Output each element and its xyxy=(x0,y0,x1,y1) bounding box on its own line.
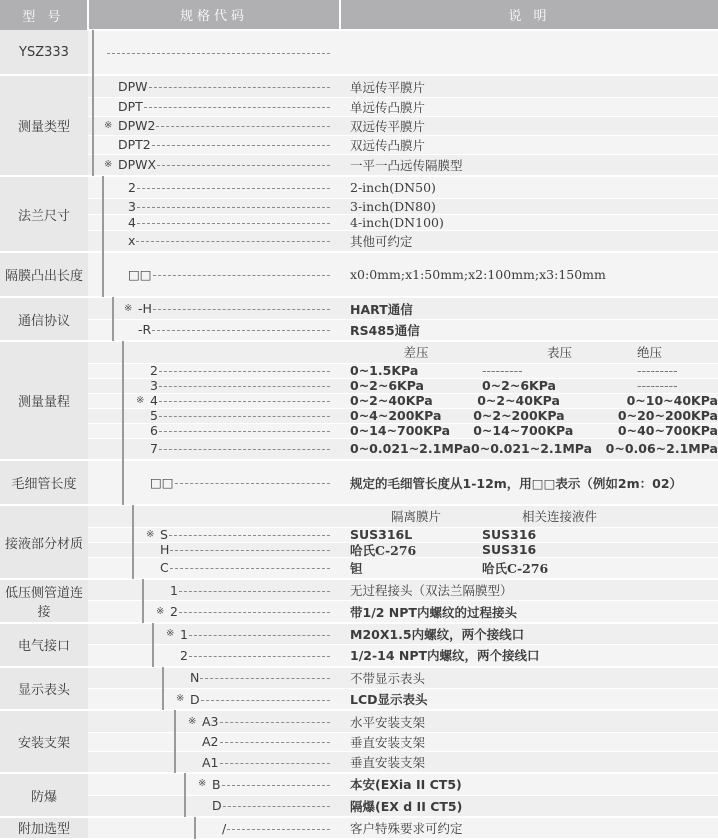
leader-dashes xyxy=(137,223,330,224)
option-code: 2 xyxy=(170,604,178,620)
table-row xyxy=(0,817,718,839)
table-row xyxy=(0,423,718,438)
code-cell xyxy=(88,751,340,773)
code-cell xyxy=(88,319,340,341)
subcolumn-header: 绝压 xyxy=(637,345,663,361)
group-vertical-rule xyxy=(174,751,176,773)
group-vertical-rule xyxy=(102,230,104,252)
leader-dashes xyxy=(152,330,330,331)
description-cell xyxy=(340,505,718,527)
description-value: --------- xyxy=(637,363,678,379)
code-cell xyxy=(88,97,340,116)
table-row xyxy=(0,252,718,297)
description-value: 单远传凸膜片 xyxy=(340,97,718,116)
group-vertical-rule xyxy=(122,341,124,363)
table-row xyxy=(0,732,718,751)
leader-dashes xyxy=(156,126,330,127)
description-value: 0~2~200KPa xyxy=(473,408,565,424)
table-row xyxy=(0,601,718,623)
table-row xyxy=(0,710,718,732)
table-row xyxy=(0,773,718,795)
description-cell xyxy=(340,542,718,557)
option-code: 1 xyxy=(180,626,188,642)
group-label-communication-protocol: 通信协议 xyxy=(0,297,88,341)
group-vertical-rule xyxy=(102,198,104,214)
option-code: A2 xyxy=(202,734,219,750)
code-cell xyxy=(88,135,340,154)
group-label-mounting-bracket: 安装支架 xyxy=(0,710,88,773)
group-vertical-rule xyxy=(184,773,186,795)
recommended-mark-icon: ※ xyxy=(156,605,165,617)
group-vertical-rule xyxy=(132,542,134,558)
table-row xyxy=(0,623,718,645)
subcolumn-header: 表压 xyxy=(546,345,572,361)
leader-dashes xyxy=(222,785,330,786)
description-value: 1/2-14 NPT内螺纹，两个接线口 xyxy=(340,645,718,667)
option-code: 7 xyxy=(150,441,158,457)
description-value: SUS316 xyxy=(482,542,537,558)
group-vertical-rule xyxy=(142,600,144,622)
group-label-electrical-interface: 电气接口 xyxy=(0,623,88,667)
group-vertical-rule xyxy=(92,75,94,97)
table-row xyxy=(0,198,718,214)
code-cell xyxy=(88,198,340,214)
group-vertical-rule xyxy=(152,644,154,666)
description-value: M20X1.5内螺纹，两个接线口 xyxy=(340,623,718,645)
description-value xyxy=(340,30,718,75)
option-code: D xyxy=(190,691,200,707)
code-cell xyxy=(88,252,340,297)
recommended-mark-icon: ※ xyxy=(136,394,145,406)
group-vertical-rule xyxy=(132,557,134,579)
group-label-low-pressure-side-pipe-connection: 低压侧管道连接 xyxy=(0,579,88,623)
table-row xyxy=(0,645,718,667)
table-row xyxy=(0,751,718,773)
group-vertical-rule xyxy=(92,30,94,75)
leader-dashes xyxy=(153,309,330,310)
option-code: B xyxy=(212,776,221,792)
group-vertical-rule xyxy=(122,423,124,439)
table-row xyxy=(0,557,718,579)
description-value: 0~2~6KPa xyxy=(482,378,556,394)
group-vertical-rule xyxy=(162,688,164,710)
group-vertical-rule xyxy=(112,319,114,341)
description-value: 哈氏C-276 xyxy=(482,560,549,576)
description-value: LCD显示表头 xyxy=(340,689,718,711)
description-cell xyxy=(340,408,718,423)
table-row xyxy=(0,795,718,817)
leader-dashes xyxy=(159,401,330,402)
description-value: 垂直安装支架 xyxy=(340,751,718,773)
group-vertical-rule xyxy=(132,527,134,543)
code-cell xyxy=(88,423,340,438)
group-vertical-rule xyxy=(122,408,124,424)
leader-dashes xyxy=(220,722,330,723)
leader-dashes xyxy=(159,431,330,432)
leader-dashes xyxy=(189,656,330,657)
description-cell xyxy=(340,363,718,378)
leader-dashes xyxy=(136,241,330,242)
group-vertical-rule xyxy=(92,154,94,176)
group-vertical-rule xyxy=(184,795,186,817)
option-code: -H xyxy=(138,301,152,317)
group-vertical-rule xyxy=(174,710,176,732)
description-value: 0~14~700KPa xyxy=(350,423,451,439)
option-code: DPT2 xyxy=(118,137,151,153)
code-cell xyxy=(88,75,340,97)
table-row xyxy=(0,505,718,527)
leader-dashes xyxy=(137,188,330,189)
group-vertical-rule xyxy=(122,378,124,394)
option-code: / xyxy=(222,820,227,836)
description-value: x0:0mm;x1:50mm;x2:100mm;x3:150mm xyxy=(340,252,718,297)
code-cell xyxy=(88,408,340,423)
description-value: 0~1.5KPa xyxy=(350,363,419,379)
code-cell xyxy=(88,601,340,623)
option-code: -R xyxy=(138,322,152,338)
group-vertical-rule xyxy=(102,176,104,198)
code-cell xyxy=(88,795,340,817)
option-code: 5 xyxy=(150,408,158,424)
group-label-display-head: 显示表头 xyxy=(0,667,88,711)
leader-dashes xyxy=(144,107,330,108)
description-value: 双远传凸膜片 xyxy=(340,135,718,154)
group-vertical-rule xyxy=(102,214,104,230)
code-cell xyxy=(88,176,340,198)
option-code: A3 xyxy=(202,714,219,730)
code-cell xyxy=(88,817,340,839)
header-row xyxy=(0,0,718,30)
table-row xyxy=(0,214,718,230)
description-value: --------- xyxy=(637,378,678,394)
description-cell xyxy=(340,438,718,460)
recommended-mark-icon: ※ xyxy=(176,693,185,705)
code-cell xyxy=(88,505,340,527)
description-value: 隔爆(EX d II CT5) xyxy=(340,795,718,817)
leader-dashes xyxy=(169,535,330,536)
option-code: x xyxy=(128,233,136,249)
table-row xyxy=(0,378,718,393)
code-cell xyxy=(88,30,340,75)
group-vertical-rule xyxy=(162,667,164,689)
option-code: N xyxy=(190,670,200,686)
group-label-explosion-proof: 防爆 xyxy=(0,773,88,817)
description-value: 0~0.06~2.1MPa xyxy=(605,441,718,457)
group-label-measuring-range: 测量量程 xyxy=(0,341,88,460)
leader-dashes xyxy=(107,53,330,54)
code-cell xyxy=(88,378,340,393)
description-value: 单远传平膜片 xyxy=(340,75,718,97)
group-vertical-rule xyxy=(112,297,114,319)
description-value: 垂直安装支架 xyxy=(340,732,718,751)
leader-dashes xyxy=(179,612,330,613)
table-row xyxy=(0,341,718,363)
option-code: 3 xyxy=(128,198,136,214)
option-code: 3 xyxy=(150,378,158,394)
leader-dashes xyxy=(137,207,330,208)
option-code: DPT xyxy=(118,99,143,115)
header-model: 型 号 xyxy=(0,0,88,30)
leader-dashes xyxy=(153,275,330,276)
group-vertical-rule xyxy=(174,732,176,751)
description-value: 钽 xyxy=(350,560,363,576)
option-code: DPW xyxy=(118,79,148,95)
group-vertical-rule xyxy=(152,623,154,645)
leader-dashes xyxy=(223,806,330,807)
code-cell xyxy=(88,667,340,689)
group-vertical-rule xyxy=(92,97,94,116)
description-value: 0~2~40KPa xyxy=(350,393,433,409)
description-value: 0~10~40KPa xyxy=(626,393,718,409)
description-value: RS485通信 xyxy=(340,319,718,341)
table-row xyxy=(0,75,718,97)
recommended-mark-icon: ※ xyxy=(124,302,133,314)
code-cell xyxy=(88,363,340,378)
code-cell xyxy=(88,689,340,711)
description-value: 无过程接头（双法兰隔膜型） xyxy=(340,579,718,601)
description-cell xyxy=(340,393,718,408)
option-code: A1 xyxy=(202,754,219,770)
leader-dashes xyxy=(159,449,330,450)
leader-dashes xyxy=(220,763,330,764)
description-cell xyxy=(340,557,718,579)
code-cell xyxy=(88,732,340,751)
table-row xyxy=(0,297,718,319)
code-cell xyxy=(88,297,340,319)
code-cell xyxy=(88,623,340,645)
group-label-model-base: YSZ333 xyxy=(0,30,88,75)
description-value: HART通信 xyxy=(340,297,718,319)
description-value: 0~0.021~2.1MPa xyxy=(350,441,472,457)
subcolumn-header: 相关连接液件 xyxy=(521,509,597,525)
group-label-wetted-material: 接液部分材质 xyxy=(0,505,88,579)
option-code: 2 xyxy=(180,647,188,663)
option-code: □□ xyxy=(128,267,152,283)
description-value: 客户特殊要求可约定 xyxy=(340,817,718,839)
table-row xyxy=(0,393,718,408)
code-cell xyxy=(88,773,340,795)
table-row xyxy=(0,667,718,689)
description-value: 3-inch(DN80) xyxy=(340,198,718,214)
leader-dashes xyxy=(159,416,330,417)
description-value: 哈氏C-276 xyxy=(350,542,417,558)
leader-dashes xyxy=(179,591,330,592)
description-cell xyxy=(340,341,718,363)
table-row xyxy=(0,363,718,378)
leader-dashes xyxy=(159,371,330,372)
table-header xyxy=(0,0,718,30)
group-label-diaphragm-extension-length: 隔膜凸出长度 xyxy=(0,252,88,297)
header-desc: 说 明 xyxy=(340,0,718,30)
code-cell xyxy=(88,154,340,176)
code-cell xyxy=(88,341,340,363)
option-code: 2 xyxy=(150,363,158,379)
description-value: 4-inch(DN100) xyxy=(340,214,718,230)
leader-dashes xyxy=(227,829,330,830)
code-cell xyxy=(88,579,340,601)
recommended-mark-icon: ※ xyxy=(104,119,113,131)
option-code: C xyxy=(160,560,169,576)
leader-dashes xyxy=(157,165,330,166)
code-cell xyxy=(88,557,340,579)
group-vertical-rule xyxy=(122,438,124,460)
option-code: D xyxy=(212,798,222,814)
description-cell xyxy=(340,423,718,438)
code-cell xyxy=(88,116,340,135)
description-value: 0~2~40KPa xyxy=(477,393,560,409)
table-row xyxy=(0,30,718,75)
table-row xyxy=(0,154,718,176)
leader-dashes xyxy=(201,700,330,701)
description-cell xyxy=(340,378,718,393)
option-code: H xyxy=(160,542,170,558)
recommended-mark-icon: ※ xyxy=(198,778,207,790)
code-cell xyxy=(88,214,340,230)
group-label-measurement-type: 测量类型 xyxy=(0,75,88,176)
description-value: SUS316L xyxy=(350,527,413,543)
group-vertical-rule xyxy=(92,135,94,154)
option-code: 2 xyxy=(128,179,136,195)
description-value: 规定的毛细管长度从1-12m，用□□表示（例如2m：02） xyxy=(340,460,718,505)
group-vertical-rule xyxy=(122,393,124,409)
table-row xyxy=(0,319,718,341)
option-code: 4 xyxy=(128,214,136,230)
code-cell xyxy=(88,542,340,557)
group-vertical-rule xyxy=(122,460,124,505)
recommended-mark-icon: ※ xyxy=(104,158,113,170)
leader-dashes xyxy=(189,635,330,636)
description-value: 其他可约定 xyxy=(340,230,718,252)
description-value: 一平一凸远传隔膜型 xyxy=(340,154,718,176)
code-cell xyxy=(88,438,340,460)
code-cell xyxy=(88,527,340,542)
leader-dashes xyxy=(200,678,330,679)
group-vertical-rule xyxy=(122,363,124,379)
description-value: --------- xyxy=(482,363,523,379)
description-value: 2-inch(DN50) xyxy=(340,176,718,198)
group-label-flange-size: 法兰尺寸 xyxy=(0,176,88,252)
table-row xyxy=(0,579,718,601)
table-row xyxy=(0,408,718,423)
option-code: S xyxy=(160,527,168,543)
option-code: □□ xyxy=(150,475,174,491)
description-value: 0~4~200KPa xyxy=(350,408,442,424)
table-row xyxy=(0,542,718,557)
description-value: 0~40~700KPa xyxy=(617,423,718,439)
description-value: SUS316 xyxy=(482,527,537,543)
option-code: 1 xyxy=(170,582,178,598)
group-vertical-rule xyxy=(102,252,104,297)
option-code: DPWX xyxy=(118,157,157,173)
group-vertical-rule xyxy=(142,579,144,601)
subcolumn-header: 差压 xyxy=(403,345,429,361)
description-value: 带1/2 NPT内螺纹的过程接头 xyxy=(340,601,718,623)
leader-dashes xyxy=(170,568,330,569)
leader-dashes xyxy=(175,483,330,484)
code-cell xyxy=(88,645,340,667)
leader-dashes xyxy=(152,145,330,146)
group-vertical-rule xyxy=(92,116,94,135)
table-row xyxy=(0,460,718,505)
description-value: 0~20~200KPa xyxy=(617,408,718,424)
table-body xyxy=(0,30,718,839)
option-code: DPW2 xyxy=(118,118,156,134)
group-vertical-rule xyxy=(132,505,134,527)
table-row xyxy=(0,176,718,198)
table-row xyxy=(0,689,718,711)
table-row xyxy=(0,230,718,252)
leader-dashes xyxy=(220,742,330,743)
group-label-additional-options: 附加选型 xyxy=(0,817,88,839)
code-cell xyxy=(88,230,340,252)
subcolumn-header: 隔离膜片 xyxy=(390,509,441,525)
description-value: 双远传平膜片 xyxy=(340,116,718,135)
code-cell xyxy=(88,710,340,732)
group-label-capillary-length: 毛细管长度 xyxy=(0,460,88,505)
description-value: 水平安装支架 xyxy=(340,710,718,732)
description-value: 0~0.021~2.1MPa xyxy=(471,441,593,457)
option-code: 6 xyxy=(150,423,158,439)
description-value: 0~14~700KPa xyxy=(473,423,574,439)
header-code: 规格代码 xyxy=(88,0,340,30)
description-value: 本安(EXia II CT5) xyxy=(340,773,718,795)
table-row xyxy=(0,116,718,135)
group-vertical-rule xyxy=(194,817,196,839)
leader-dashes xyxy=(149,87,330,88)
leader-dashes xyxy=(170,550,330,551)
option-code: 4 xyxy=(150,393,158,409)
leader-dashes xyxy=(159,386,330,387)
code-cell xyxy=(88,460,340,505)
table-row xyxy=(0,97,718,116)
code-cell xyxy=(88,393,340,408)
recommended-mark-icon: ※ xyxy=(166,628,175,640)
description-value: 0~2~6KPa xyxy=(350,378,424,394)
table-row xyxy=(0,438,718,460)
recommended-mark-icon: ※ xyxy=(146,528,155,540)
recommended-mark-icon: ※ xyxy=(188,715,197,727)
description-value: 不带显示表头 xyxy=(340,667,718,689)
table-row xyxy=(0,135,718,154)
